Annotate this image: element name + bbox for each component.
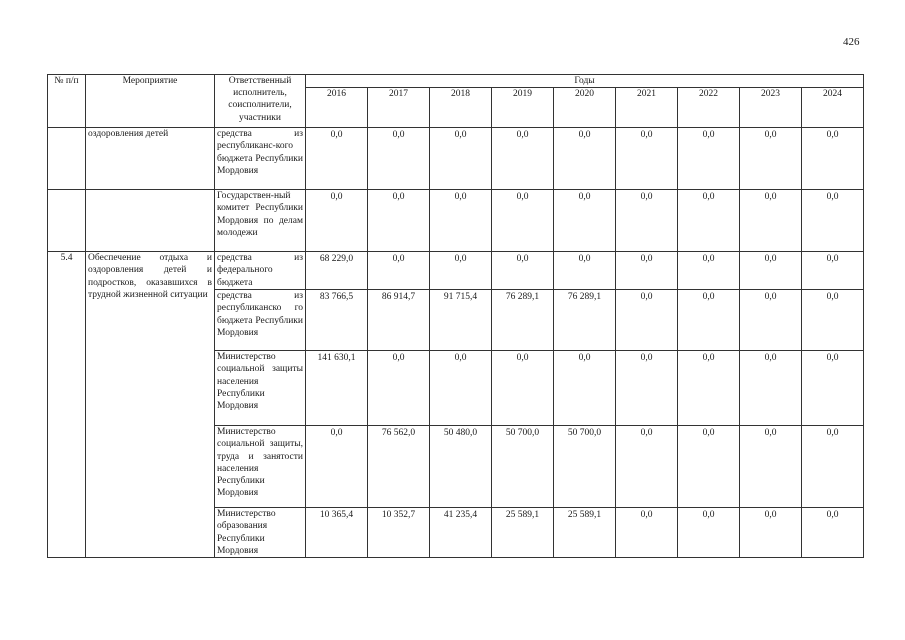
value-cell: 10 365,4 [306, 508, 368, 558]
header-year: 2018 [430, 88, 492, 128]
header-year: 2023 [740, 88, 802, 128]
value-cell: 0,0 [802, 290, 864, 351]
value-cell: 0,0 [802, 508, 864, 558]
header-year: 2024 [802, 88, 864, 128]
value-cell: 0,0 [368, 351, 430, 426]
value-cell: 0,0 [678, 190, 740, 252]
event-cell: оздоровления детей [86, 128, 215, 190]
value-cell: 0,0 [554, 351, 616, 426]
value-cell: 10 352,7 [368, 508, 430, 558]
value-cell: 0,0 [740, 508, 802, 558]
value-cell: 0,0 [802, 252, 864, 290]
value-cell: 0,0 [678, 128, 740, 190]
value-cell: 0,0 [368, 252, 430, 290]
value-cell: 0,0 [616, 190, 678, 252]
value-cell: 0,0 [492, 351, 554, 426]
value-cell: 0,0 [554, 128, 616, 190]
value-cell: 0,0 [616, 426, 678, 508]
value-cell: 0,0 [802, 190, 864, 252]
value-cell: 91 715,4 [430, 290, 492, 351]
executor-cell: Министерство социальной защиты населения Республики Мордовия [215, 351, 306, 426]
budget-table [47, 74, 864, 558]
value-cell: 0,0 [492, 190, 554, 252]
value-cell: 0,0 [740, 290, 802, 351]
table-row [48, 128, 864, 190]
value-cell: 0,0 [616, 128, 678, 190]
value-cell: 50 700,0 [492, 426, 554, 508]
value-cell: 0,0 [802, 426, 864, 508]
value-cell: 0,0 [740, 351, 802, 426]
executor-cell: Министерство социальной защиты, труда и занятости населения Республики Мордовия [215, 426, 306, 508]
header-num: № п/п [48, 75, 86, 128]
value-cell: 0,0 [616, 351, 678, 426]
value-cell: 0,0 [678, 252, 740, 290]
event-cell: Обеспечение отдыха и оздоровления детей и подростков, оказавшихся в трудной жизненной ситуации [86, 252, 215, 558]
value-cell: 86 914,7 [368, 290, 430, 351]
value-cell: 25 589,1 [554, 508, 616, 558]
value-cell: 0,0 [678, 290, 740, 351]
value-cell: 0,0 [492, 252, 554, 290]
value-cell: 0,0 [554, 190, 616, 252]
row-number: 5.4 [48, 252, 86, 558]
value-cell: 0,0 [430, 252, 492, 290]
header-event: Мероприятие [86, 75, 215, 128]
value-cell: 141 630,1 [306, 351, 368, 426]
header-year: 2019 [492, 88, 554, 128]
header-executor: Ответственный исполнитель, соисполнители, участники [215, 75, 306, 128]
executor-cell: средства из республиканско го бюджета Республики Мордовия [215, 290, 306, 351]
header-year: 2022 [678, 88, 740, 128]
value-cell: 50 480,0 [430, 426, 492, 508]
value-cell: 41 235,4 [430, 508, 492, 558]
value-cell: 0,0 [492, 128, 554, 190]
value-cell: 0,0 [678, 508, 740, 558]
value-cell: 0,0 [306, 128, 368, 190]
value-cell: 0,0 [430, 190, 492, 252]
value-cell: 0,0 [616, 252, 678, 290]
value-cell: 0,0 [678, 351, 740, 426]
value-cell: 83 766,5 [306, 290, 368, 351]
value-cell: 0,0 [740, 252, 802, 290]
row-number [48, 190, 86, 252]
header-year: 2016 [306, 88, 368, 128]
page-number: 426 [843, 36, 860, 48]
value-cell: 76 289,1 [554, 290, 616, 351]
value-cell: 0,0 [740, 190, 802, 252]
value-cell: 0,0 [430, 128, 492, 190]
value-cell: 0,0 [678, 426, 740, 508]
value-cell: 0,0 [740, 426, 802, 508]
executor-cell: Министерство образования Республики Мордовия [215, 508, 306, 558]
value-cell: 0,0 [368, 128, 430, 190]
header-year: 2020 [554, 88, 616, 128]
value-cell: 0,0 [802, 128, 864, 190]
table-row [48, 190, 864, 252]
value-cell: 0,0 [616, 290, 678, 351]
value-cell: 76 289,1 [492, 290, 554, 351]
executor-cell: средства из республиканс-кого бюджета Республики Мордовия [215, 128, 306, 190]
header-year: 2017 [368, 88, 430, 128]
header-year: 2021 [616, 88, 678, 128]
value-cell: 0,0 [554, 252, 616, 290]
value-cell: 68 229,0 [306, 252, 368, 290]
executor-cell: средства из федерального бюджета [215, 252, 306, 290]
value-cell: 0,0 [368, 190, 430, 252]
value-cell: 0,0 [802, 351, 864, 426]
executor-cell: Государствен-ный комитет Республики Мордовия по делам молодежи [215, 190, 306, 252]
value-cell: 0,0 [306, 190, 368, 252]
value-cell: 0,0 [616, 508, 678, 558]
event-cell [86, 190, 215, 252]
value-cell: 25 589,1 [492, 508, 554, 558]
value-cell: 0,0 [306, 426, 368, 508]
table-row [48, 252, 864, 290]
value-cell: 50 700,0 [554, 426, 616, 508]
value-cell: 0,0 [740, 128, 802, 190]
header-years: Годы [306, 75, 864, 88]
row-number [48, 128, 86, 190]
value-cell: 76 562,0 [368, 426, 430, 508]
value-cell: 0,0 [430, 351, 492, 426]
